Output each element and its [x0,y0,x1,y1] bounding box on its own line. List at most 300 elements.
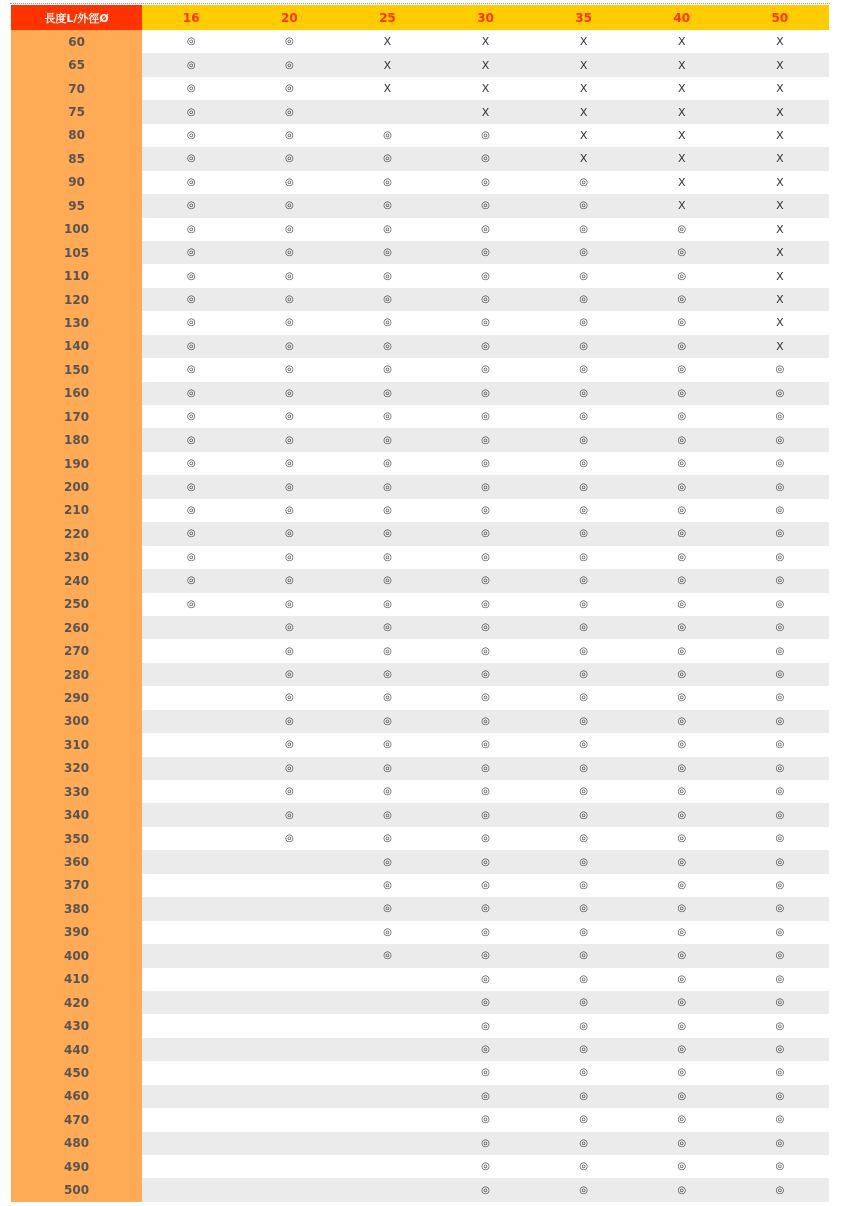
availability-cell: ◎ [338,288,436,311]
length-cell: 300 [11,710,142,733]
availability-cell: ◎ [284,176,294,188]
availability-cell: ◎ [338,428,436,451]
availability-cell: ◎ [731,569,829,592]
availability-cell: ◎ [481,1114,490,1126]
availability-cell: ◎ [240,616,338,639]
availability-cell: ◎ [284,129,294,141]
availability-cell: X [535,147,633,170]
availability-cell: ◎ [579,551,589,563]
availability-cell: ◎ [436,428,534,451]
table-row [11,335,829,358]
availability-cell: ◎ [633,569,731,592]
availability-cell: ◎ [284,270,294,282]
availability-cell: X [776,222,784,236]
length-cell: 220 [11,522,142,545]
length-cell: 500 [11,1178,142,1201]
availability-cell: ◎ [731,522,829,545]
table-row [11,639,829,662]
availability-cell: ◎ [775,364,785,376]
length-cell: 210 [11,499,142,522]
header-row [11,5,829,30]
availability-cell [142,1108,240,1131]
availability-cell: ◎ [579,223,589,235]
availability-cell: ◎ [338,757,436,780]
availability-cell: ◎ [436,850,534,873]
length-cell: 380 [11,897,142,920]
table-row [11,803,829,826]
availability-cell: ◎ [436,288,534,311]
top-dotted-divider [10,3,830,4]
length-cell: 490 [11,1155,142,1178]
availability-cell: ◎ [383,833,392,845]
length-cell: 370 [11,874,142,897]
availability-cell: ◎ [481,739,490,751]
availability-cell [240,1061,338,1084]
availability-cell [142,921,240,944]
availability-cell: ◎ [436,1132,534,1155]
availability-cell: ◎ [579,1161,589,1173]
table-row [11,147,829,170]
availability-cell: ◎ [481,129,490,141]
availability-cell: ◎ [677,973,687,985]
availability-cell [142,1155,240,1178]
availability-cell: X [731,100,829,123]
diameter-header-cell: 50 [731,5,829,30]
length-cell: 130 [11,311,142,334]
table-row [11,475,829,498]
availability-cell: ◎ [338,663,436,686]
availability-cell [240,1085,338,1108]
availability-cell: ◎ [383,739,392,751]
table-row [11,850,829,873]
availability-cell: ◎ [240,710,338,733]
availability-cell: ◎ [535,569,633,592]
availability-cell: ◎ [436,147,534,170]
availability-cell: ◎ [284,364,294,376]
length-cell: 65 [11,53,142,76]
length-cell: 230 [11,546,142,569]
availability-cell: ◎ [677,879,687,891]
availability-cell: ◎ [481,645,490,657]
availability-cell [240,1178,338,1201]
availability-cell [142,616,240,639]
availability-cell: ◎ [338,850,436,873]
availability-cell: ◎ [535,288,633,311]
availability-cell: ◎ [633,1038,731,1061]
table-row [11,968,829,991]
length-cell: 340 [11,803,142,826]
availability-cell: ◎ [186,317,196,329]
table-row [11,944,829,967]
availability-cell: ◎ [579,833,589,845]
availability-cell: ◎ [383,504,392,516]
availability-cell: ◎ [481,879,490,891]
table-row [11,311,829,334]
availability-cell: ◎ [775,739,785,751]
table-row [11,288,829,311]
diameter-header-cell: 16 [142,5,240,30]
diameter-header-cell: 25 [338,5,436,30]
availability-cell: ◎ [186,551,196,563]
table-row [11,569,829,592]
table-body [11,30,829,1202]
availability-cell: ◎ [284,504,294,516]
availability-cell: ◎ [240,428,338,451]
availability-cell: ◎ [436,897,534,920]
availability-cell: ◎ [481,223,490,235]
availability-cell: X [579,82,588,96]
availability-cell: ◎ [142,100,240,123]
availability-cell: ◎ [535,194,633,217]
availability-cell: X [731,194,829,217]
availability-cell: ◎ [677,786,687,798]
table-row [11,780,829,803]
availability-cell [338,1061,436,1084]
availability-cell: ◎ [240,241,338,264]
availability-cell: ◎ [240,194,338,217]
length-cell: 200 [11,475,142,498]
availability-cell: ◎ [535,850,633,873]
availability-cell: ◎ [383,458,392,470]
availability-cell: ◎ [579,1067,589,1079]
availability-cell: ◎ [633,241,731,264]
length-cell: 110 [11,264,142,287]
availability-cell: ◎ [677,458,687,470]
availability-cell: ◎ [436,1038,534,1061]
availability-cell [240,1132,338,1155]
availability-cell: ◎ [436,382,534,405]
availability-cell: ◎ [186,223,196,235]
availability-cell: X [633,147,731,170]
availability-cell [338,968,436,991]
length-cell: 480 [11,1132,142,1155]
availability-cell: ◎ [481,504,490,516]
availability-cell: ◎ [284,458,294,470]
availability-cell [142,1061,240,1084]
availability-cell: ◎ [731,1038,829,1061]
availability-cell: ◎ [677,270,687,282]
availability-cell [142,757,240,780]
length-cell: 85 [11,147,142,170]
availability-cell: ◎ [383,317,392,329]
availability-cell [240,991,338,1014]
availability-cell: ◎ [731,710,829,733]
table-row [11,405,829,428]
availability-cell: ◎ [731,1085,829,1108]
availability-cell: ◎ [240,803,338,826]
availability-cell: ◎ [436,991,534,1014]
availability-cell: ◎ [338,522,436,545]
availability-cell: ◎ [775,973,785,985]
availability-cell: ◎ [240,522,338,545]
length-cell: 90 [11,171,142,194]
availability-cell: ◎ [338,710,436,733]
availability-cell [142,1014,240,1037]
availability-cell: ◎ [775,1161,785,1173]
table-row [11,1085,829,1108]
availability-cell: ◎ [579,1020,589,1032]
availability-cell: ◎ [481,458,490,470]
table-row [11,874,829,897]
availability-cell: X [436,100,534,123]
length-cell: 170 [11,405,142,428]
availability-cell: ◎ [284,317,294,329]
availability-cell: X [731,53,829,76]
availability-cell: ◎ [677,1161,687,1173]
availability-cell [338,1108,436,1131]
availability-cell: ◎ [775,1114,785,1126]
availability-cell: ◎ [579,270,589,282]
table-row [11,710,829,733]
table-row [11,100,829,123]
availability-cell: ◎ [579,504,589,516]
availability-cell: ◎ [383,786,392,798]
availability-cell: ◎ [775,926,785,938]
availability-cell: ◎ [633,710,731,733]
availability-cell: X [731,147,829,170]
availability-cell: ◎ [731,663,829,686]
availability-cell: ◎ [731,475,829,498]
availability-cell: X [776,269,784,283]
availability-cell: ◎ [535,241,633,264]
availability-cell [240,921,338,944]
availability-cell: ◎ [383,926,392,938]
availability-cell [240,874,338,897]
availability-cell: ◎ [731,382,829,405]
availability-cell [338,991,436,1014]
availability-cell: ◎ [338,897,436,920]
availability-cell: X [776,175,784,189]
length-cell: 80 [11,124,142,147]
table-row [11,499,829,522]
availability-cell: ◎ [481,598,490,610]
length-cell: 75 [11,100,142,123]
table-row [11,77,829,100]
availability-cell: ◎ [535,1085,633,1108]
availability-cell: ◎ [383,879,392,891]
availability-cell: ◎ [338,569,436,592]
availability-cell: ◎ [186,129,196,141]
availability-cell: ◎ [579,926,589,938]
availability-cell: ◎ [186,176,196,188]
availability-cell: ◎ [731,757,829,780]
availability-cell: ◎ [677,1067,687,1079]
availability-cell: X [677,175,686,189]
availability-cell: ◎ [284,786,294,798]
availability-cell [142,733,240,756]
table-row [11,616,829,639]
availability-cell: ◎ [338,803,436,826]
table-row [11,241,829,264]
availability-cell: X [731,335,829,358]
availability-cell: ◎ [731,944,829,967]
table-row [11,1108,829,1131]
length-cell: 120 [11,288,142,311]
availability-cell: ◎ [284,36,294,48]
availability-cell: ◎ [142,522,240,545]
length-cell: 330 [11,780,142,803]
availability-cell: ◎ [579,598,589,610]
availability-cell: ◎ [579,739,589,751]
length-cell: 430 [11,1014,142,1037]
length-cell: 160 [11,382,142,405]
availability-cell: X [633,194,731,217]
table-row [11,171,829,194]
availability-cell: ◎ [775,411,785,423]
length-cell: 60 [11,30,142,53]
availability-cell: ◎ [677,411,687,423]
table-row [11,1038,829,1061]
length-cell: 95 [11,194,142,217]
availability-cell: ◎ [284,411,294,423]
table-row [11,897,829,920]
availability-cell: ◎ [436,194,534,217]
availability-cell: ◎ [436,757,534,780]
availability-cell: ◎ [481,1020,490,1032]
length-cell: 410 [11,968,142,991]
availability-cell: ◎ [775,645,785,657]
availability-cell: ◎ [338,147,436,170]
availability-cell: X [579,128,588,142]
availability-cell: ◎ [775,833,785,845]
availability-cell: ◎ [240,100,338,123]
availability-cell [240,1155,338,1178]
availability-cell: ◎ [579,458,589,470]
length-cell: 350 [11,827,142,850]
availability-cell: ◎ [579,973,589,985]
availability-cell: ◎ [775,879,785,891]
availability-cell [142,1085,240,1108]
availability-cell: ◎ [633,1085,731,1108]
availability-cell: ◎ [383,176,392,188]
table-row [11,733,829,756]
availability-cell [240,1014,338,1037]
length-cell: 260 [11,616,142,639]
availability-cell: ◎ [775,504,785,516]
availability-cell: ◎ [436,663,534,686]
availability-cell: ◎ [633,335,731,358]
availability-cell [142,663,240,686]
availability-cell: ◎ [535,1178,633,1201]
availability-cell: ◎ [240,53,338,76]
length-cell: 190 [11,452,142,475]
availability-cell: ◎ [383,645,392,657]
availability-cell: ◎ [284,83,294,95]
length-cell: 290 [11,686,142,709]
availability-cell: ◎ [677,926,687,938]
table-row [11,1155,829,1178]
availability-cell: ◎ [775,1020,785,1032]
availability-cell: ◎ [186,83,196,95]
availability-cell: ◎ [383,270,392,282]
availability-cell: ◎ [579,1114,589,1126]
availability-cell: ◎ [186,411,196,423]
length-cell: 450 [11,1061,142,1084]
availability-cell: ◎ [677,645,687,657]
availability-cell [142,968,240,991]
availability-cell: ◎ [633,850,731,873]
availability-cell: ◎ [633,944,731,967]
availability-cell: ◎ [677,551,687,563]
availability-cell: ◎ [142,241,240,264]
availability-cell: ◎ [186,458,196,470]
availability-cell [240,1038,338,1061]
availability-cell: X [731,241,829,264]
table-row [11,428,829,451]
length-cell: 180 [11,428,142,451]
length-cell: 280 [11,663,142,686]
availability-cell: ◎ [186,36,196,48]
availability-cell: ◎ [436,616,534,639]
availability-cell: ◎ [481,176,490,188]
availability-cell: ◎ [436,710,534,733]
availability-cell: ◎ [436,335,534,358]
availability-cell [142,780,240,803]
availability-cell: ◎ [142,147,240,170]
availability-cell: ◎ [633,382,731,405]
availability-cell: ◎ [633,803,731,826]
availability-cell: ◎ [677,692,687,704]
length-cell: 360 [11,850,142,873]
length-cell: 270 [11,639,142,662]
availability-cell: X [776,35,784,49]
availability-cell: X [776,82,784,96]
table-row [11,194,829,217]
availability-cell: ◎ [677,223,687,235]
table-row [11,218,829,241]
availability-cell: ◎ [677,317,687,329]
table-row [11,30,829,53]
availability-cell: ◎ [633,897,731,920]
availability-cell: ◎ [383,411,392,423]
availability-cell: ◎ [338,194,436,217]
length-cell: 105 [11,241,142,264]
availability-cell: ◎ [338,475,436,498]
availability-cell: ◎ [731,850,829,873]
availability-cell [142,1132,240,1155]
availability-cell: X [383,82,392,96]
table-row [11,382,829,405]
availability-cell: ◎ [481,1067,490,1079]
availability-cell: ◎ [633,428,731,451]
availability-cell: X [481,82,490,96]
availability-cell: ◎ [383,364,392,376]
table-row [11,452,829,475]
availability-cell: ◎ [579,411,589,423]
availability-cell [338,100,436,123]
availability-cell: ◎ [284,223,294,235]
availability-cell: X [776,128,784,142]
availability-cell [338,1038,436,1061]
availability-cell: ◎ [481,317,490,329]
availability-cell: ◎ [633,663,731,686]
availability-cell: ◎ [775,458,785,470]
availability-cell: ◎ [535,616,633,639]
availability-cell [142,639,240,662]
availability-cell: ◎ [338,382,436,405]
availability-cell: ◎ [535,663,633,686]
availability-cell: X [633,53,731,76]
size-availability-table [11,5,829,1202]
availability-cell: ◎ [775,1067,785,1079]
availability-cell: X [731,288,829,311]
availability-cell [142,803,240,826]
availability-cell: X [383,35,392,49]
table-row [11,124,829,147]
availability-cell: ◎ [240,663,338,686]
table-row [11,1061,829,1084]
availability-cell: ◎ [142,335,240,358]
